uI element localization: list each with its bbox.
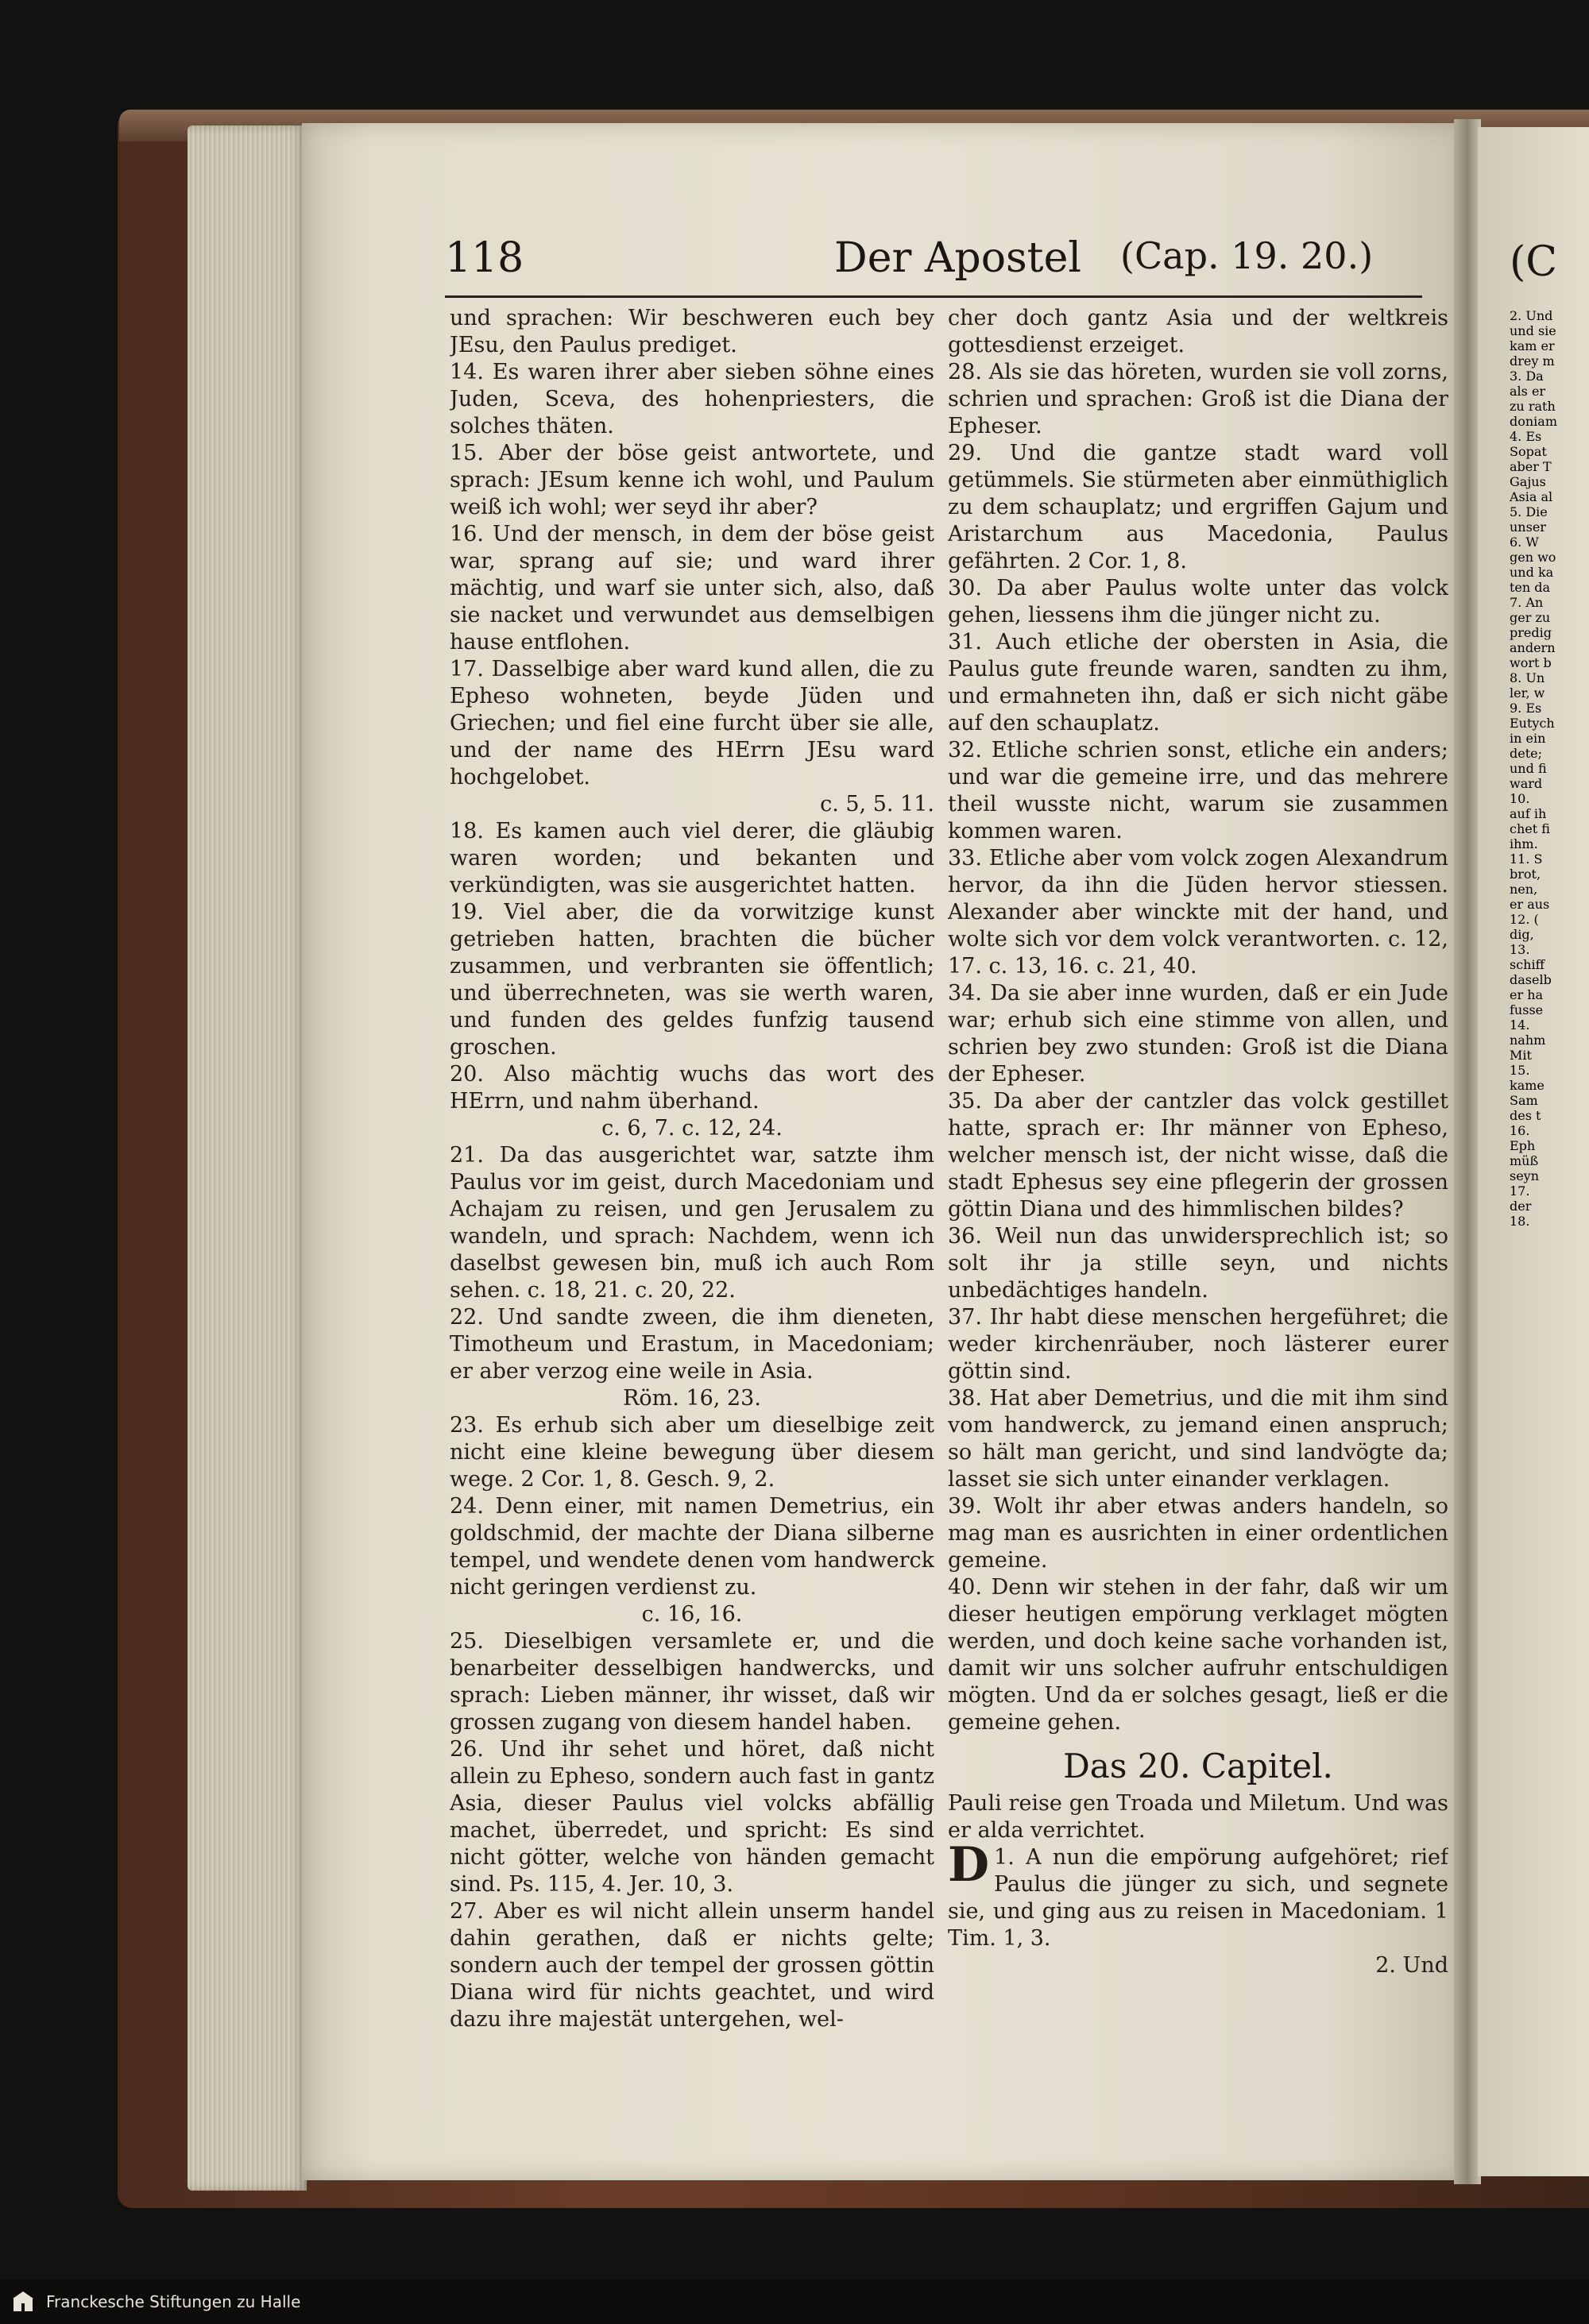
facing-page-line: in ein bbox=[1510, 731, 1546, 746]
facing-page-line: doniam bbox=[1510, 414, 1558, 429]
facing-page-line: und fi bbox=[1510, 761, 1547, 776]
facing-page-line: er aus bbox=[1510, 897, 1550, 912]
facing-page-line: und ka bbox=[1510, 565, 1554, 580]
facing-page-line: 11. S bbox=[1510, 851, 1543, 867]
facing-page-line: 16. bbox=[1510, 1123, 1530, 1138]
facing-page-line: als er bbox=[1510, 384, 1546, 399]
facing-page-line: der bbox=[1510, 1199, 1532, 1214]
facing-page-line: Eutych bbox=[1510, 716, 1555, 731]
verse-number: 1. bbox=[994, 1845, 1015, 1870]
facing-page-line: 9. Es bbox=[1510, 701, 1542, 716]
verse: 15. Aber der böse geist antwortete, und sprach: JEsum kenne ich wohl, und Paulum weiß ich wohl; wer seyd ihr aber? bbox=[450, 441, 934, 519]
verse: 18. Es kamen auch viel derer, die gläubig waren worden; und bekanten und verkündigten, was sie ausgerichtet hatten. bbox=[450, 819, 934, 898]
facing-page-line: Gajus bbox=[1510, 474, 1546, 489]
facing-page-line: 17. bbox=[1510, 1183, 1530, 1199]
left-column bbox=[450, 305, 934, 2084]
facing-page-line: nen, bbox=[1510, 882, 1538, 897]
verse: 31. Auch etliche der obersten in Asia, die Paulus gute freunde waren, sandten zu ihm, und ermahneten ihn, daß er sich nicht gäbe auf den schauplatz. bbox=[948, 630, 1448, 735]
facing-page-line: kame bbox=[1510, 1078, 1545, 1093]
page-edges bbox=[188, 125, 307, 2191]
verse: 16. Und der mensch, in dem der böse geist war, sprang auf sie; und ward ihrer mächtig, und warf sie unter sich, also, daß sie nacket und verwundet aus demselbigen hause entflohen. bbox=[450, 522, 934, 654]
facing-page-line: 5. Die bbox=[1510, 504, 1548, 519]
verse: 36. Weil nun das unwidersprechlich ist; so solt ihr ja stille seyn, und nichts unbedächtiges handeln. bbox=[948, 1224, 1448, 1303]
verse: und sprachen: Wir beschweren euch bey JEsu, den Paulus prediget. bbox=[450, 306, 934, 357]
facing-page-line: 4. Es bbox=[1510, 429, 1542, 444]
verse: 28. Als sie das höreten, wurden sie voll zorns, schrien und sprachen: Groß ist die Diana der Epheser. bbox=[948, 360, 1448, 438]
facing-page-head: (C bbox=[1510, 238, 1558, 286]
facing-page-line: und sie bbox=[1510, 323, 1556, 338]
cross-reference: Röm. 16, 23. bbox=[623, 1386, 761, 1411]
cross-reference: c. 16, 16. bbox=[641, 1602, 743, 1627]
facing-page-line: 6. W bbox=[1510, 535, 1539, 550]
facing-page-line: nahm bbox=[1510, 1033, 1546, 1048]
page-header bbox=[445, 234, 1422, 298]
facing-page-line: daselb bbox=[1510, 972, 1552, 987]
verse: 20. Also mächtig wuchs das wort des HErrn, und nahm überhand. bbox=[450, 1062, 934, 1114]
verse: 25. Dieselbigen versamlete er, und die benarbeiter desselbigen handwercks, und sprach: Lieben männer, ihr wisset, daß wir grossen zugang von diesem handel haben. bbox=[450, 1629, 934, 1735]
facing-page-line: 14. bbox=[1510, 1017, 1530, 1033]
facing-page-line: chet fi bbox=[1510, 821, 1550, 836]
facing-page-line: 15. bbox=[1510, 1063, 1530, 1078]
verse: 38. Hat aber Demetrius, und die mit ihm sind vom handwerck, zu jemand einen anspruch; so hält man gericht, und sind landvögte da; lasset sie sich unter einander verklagen. bbox=[948, 1386, 1448, 1492]
right-column bbox=[948, 305, 1448, 2084]
facing-page-line: 7. An bbox=[1510, 595, 1544, 610]
verse: 32. Etliche schrien sonst, etliche ein anders; und war die gemeine irre, und das mehrere theil wusste nicht, warum sie zusammen kommen waren. bbox=[948, 738, 1448, 844]
chapter-reference: (Cap. 19. 20.) bbox=[1120, 234, 1374, 277]
verse: 30. Da aber Paulus wolte unter das volck gehen, liessens ihm die jünger nicht zu. bbox=[948, 576, 1448, 627]
facing-page-line: brot, bbox=[1510, 867, 1541, 882]
verse: 40. Denn wir stehen in der fahr, daß wir um dieser heutigen empörung verklaget mögten werden, und doch keine sache vorhanden ist, damit wir uns solcher aufruhr entschuldigen mögten. Und da er solches gesagt, ließ er die gemeine gehen. bbox=[948, 1575, 1448, 1735]
book-gutter bbox=[1454, 119, 1481, 2184]
facing-page-line: Eph bbox=[1510, 1138, 1536, 1153]
facing-page-line: andern bbox=[1510, 640, 1556, 655]
verse: 19. Viel aber, die da vorwitzige kunst getrieben hatten, brachten die bücher zusammen, und verbranten sie öffentlich; und überrechneten, was sie werth waren, und funden des geldes funfzig tausend groschen. bbox=[450, 900, 934, 1060]
cross-reference: c. 5, 5. 11. bbox=[820, 792, 934, 816]
running-title: Der Apostel bbox=[834, 234, 1081, 282]
facing-page-line: 10. bbox=[1510, 791, 1530, 806]
facing-page-line: 3. Da bbox=[1510, 369, 1544, 384]
footer-bar bbox=[0, 2280, 1589, 2324]
facing-page-line: Mit bbox=[1510, 1048, 1532, 1063]
verse: 21. Da das ausgerichtet war, satzte ihm Paulus vor im geist, durch Macedoniam und Achajam zu reisen, und gen Jerusalem zu wandeln, und sprach: Nachdem, wenn ich daselbst gewesen bin, muß ich auch Rom sehen. c. 18, 21. c. 20, 22. bbox=[450, 1143, 934, 1303]
facing-page-line: wort b bbox=[1510, 655, 1552, 670]
facing-page-line: unser bbox=[1510, 519, 1546, 535]
first-verse-text: A nun die empörung aufgehöret; rief Paulus die jünger zu sich, und segnete sie, und ging aus zu reisen in Macedoniam. 1 Tim. 1, 3. bbox=[948, 1845, 1448, 1951]
facing-page-line: predig bbox=[1510, 625, 1552, 640]
verse: 22. Und sandte zween, die ihm dieneten, Timotheum und Erastum, in Macedoniam; er aber verzog eine weile in Asia. bbox=[450, 1305, 934, 1384]
verse: 17. Dasselbige aber ward kund allen, die zu Epheso wohneten, beyde Jüden und Griechen; und fiel eine furcht über sie alle, und der name des HErrn JEsu ward hochgelobet. bbox=[450, 657, 934, 789]
facing-page-line: 13. bbox=[1510, 942, 1530, 957]
facing-page-line: dig, bbox=[1510, 927, 1534, 942]
institution-logo-icon bbox=[11, 2289, 35, 2313]
verse: 14. Es waren ihrer aber sieben söhne eines Juden, Sceva, des hohenpriesters, die solches thäten. bbox=[450, 360, 934, 438]
facing-page-line: gen wo bbox=[1510, 550, 1556, 565]
facing-page-line: 8. Un bbox=[1510, 670, 1545, 685]
facing-page-line: Sam bbox=[1510, 1093, 1538, 1108]
verse: 39. Wolt ihr aber etwas anders handeln, so mag man es ausrichten in einer ordentlichen gemeine. bbox=[948, 1494, 1448, 1573]
verse: 23. Es erhub sich aber um dieselbige zeit nicht eine kleine bewegung über diesem wege. 2 Cor. 1, 8. Gesch. 9, 2. bbox=[450, 1413, 934, 1492]
facing-page-line: ger zu bbox=[1510, 610, 1551, 625]
verse: 29. Und die gantze stadt ward voll getümmels. Sie stürmeten aber einmüthiglich zu dem schauplatz; und ergriffen Gajum und Aristarchum aus Macedonia, Paulus gefährten. 2 Cor. 1, 8. bbox=[948, 441, 1448, 573]
facing-page-line: Asia al bbox=[1510, 489, 1553, 504]
facing-page-line: er ha bbox=[1510, 987, 1544, 1002]
facing-page-line: ward bbox=[1510, 776, 1543, 791]
chapter-summary: Pauli reise gen Troada und Miletum. Und was er alda verrichtet. bbox=[948, 1791, 1448, 1843]
facing-page-line: 18. bbox=[1510, 1214, 1530, 1229]
facing-page-line: schiff bbox=[1510, 957, 1545, 972]
facing-page bbox=[1478, 127, 1589, 2176]
page-number: 118 bbox=[445, 234, 524, 282]
facing-page-line: des t bbox=[1510, 1108, 1541, 1123]
facing-page-line: fusse bbox=[1510, 1002, 1544, 1017]
catchword: 2. Und bbox=[1375, 1953, 1448, 1978]
verse: 24. Denn einer, mit namen Demetrius, ein goldschmid, der machte der Diana silberne tempel, und wendete denen vom handwerck nicht geringen verdienst zu. bbox=[450, 1494, 934, 1600]
facing-page-line: zu rath bbox=[1510, 399, 1556, 414]
cross-reference: c. 6, 7. c. 12, 24. bbox=[601, 1116, 783, 1141]
facing-page-line: dete; bbox=[1510, 746, 1542, 761]
facing-page-line: müß bbox=[1510, 1153, 1539, 1168]
facing-page-line: seyn bbox=[1510, 1168, 1540, 1183]
first-verse bbox=[948, 1837, 1448, 1952]
facing-page-line: Sopat bbox=[1510, 444, 1547, 459]
footer-credit: Franckesche Stiftungen zu Halle bbox=[46, 2292, 301, 2311]
verse: 34. Da sie aber inne wurden, daß er ein Jude war; erhub sich eine stimme von allen, und schrien bey zwo stunden: Groß ist die Diana der Epheser. bbox=[948, 981, 1448, 1087]
facing-page-line: ten da bbox=[1510, 580, 1551, 595]
chapter-heading: Das 20. Capitel. bbox=[1063, 1747, 1333, 1785]
facing-page-line: kam er bbox=[1510, 338, 1555, 353]
verse: 35. Da aber der cantzler das volck gestillet hatte, sprach er: Ihr männer von Epheso, welcher mensch ist, der nicht wisse, daß die stadt Ephesus sey eine pflegerin der grossen göttin Diana und des himmlischen bildes? bbox=[948, 1089, 1448, 1222]
facing-page-line: auf ih bbox=[1510, 806, 1547, 821]
drop-capital: D bbox=[948, 1837, 990, 1893]
facing-page-line: ihm. bbox=[1510, 836, 1538, 851]
verse: 33. Etliche aber vom volck zogen Alexandrum hervor, da ihn die Jüden hervor stiessen. Alexander aber winckte mit der hand, und wolte sich vor dem volck verantworten. c. 12, 17. c. 13, 16. c. 21, 40. bbox=[948, 846, 1448, 979]
verse: 37. Ihr habt diese menschen hergeführet; die weder kirchenräuber, noch lästerer eurer göttin sind. bbox=[948, 1305, 1448, 1384]
facing-page-line: ler, w bbox=[1510, 685, 1545, 701]
facing-page-line: 12. ( bbox=[1510, 912, 1539, 927]
header-rule bbox=[445, 295, 1422, 298]
facing-page-line: drey m bbox=[1510, 353, 1555, 369]
facing-page-lines bbox=[1510, 308, 1589, 1229]
facing-page-line: 2. Und bbox=[1510, 308, 1553, 323]
verse: cher doch gantz Asia und der weltkreis gottesdienst erzeiget. bbox=[948, 306, 1448, 357]
verse: 27. Aber es wil nicht allein unserm handel dahin gerathen, daß er nichts gelte; sondern auch der tempel der grossen göttin Diana wird für nichts geachtet, und wird dazu ihre majestät untergehen, wel- bbox=[450, 1899, 934, 2032]
facing-page-line: aber T bbox=[1510, 459, 1552, 474]
verse: 26. Und ihr sehet und höret, daß nicht allein zu Epheso, sondern auch fast in gantz Asia, dieser Paulus viel volcks abfällig machet, überredet, und spricht: Es sind nicht götter, welche von händen gemacht sind. Ps. 115, 4. Jer. 10, 3. bbox=[450, 1737, 934, 1897]
